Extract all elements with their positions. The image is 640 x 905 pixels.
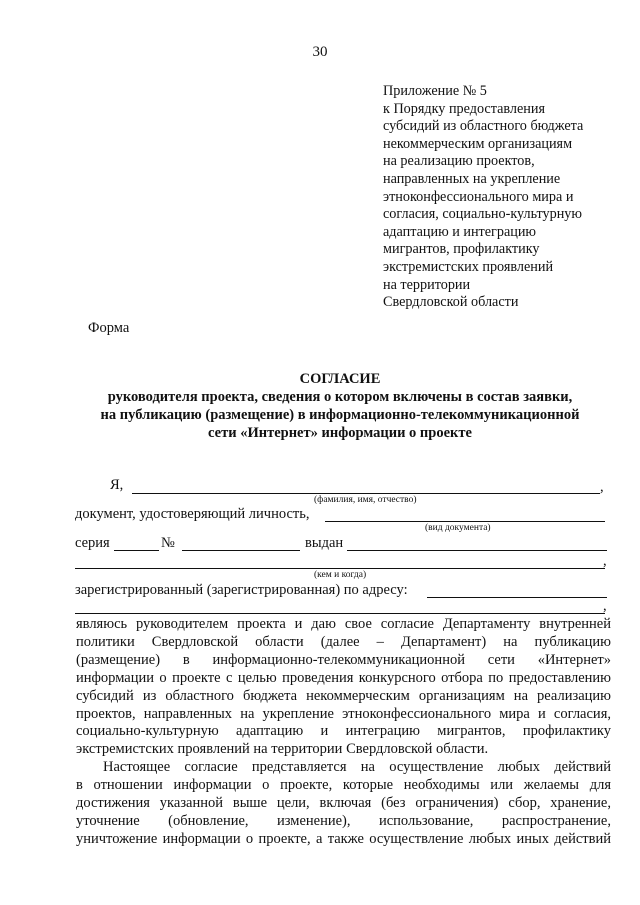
- document-label: документ, удостоверяющий личность,: [75, 506, 310, 522]
- issued-input-line[interactable]: [347, 550, 607, 551]
- title-line: руководителя проекта, сведения о котором включены в состав заявки,: [107, 389, 573, 405]
- document-input-line[interactable]: [325, 521, 605, 522]
- appendix-line: на реализацию проектов,: [383, 153, 535, 170]
- issued-label: выдан: [305, 535, 344, 551]
- appendix-line: некоммерческим организациям: [383, 135, 573, 152]
- appendix-line: Приложение № 5: [383, 83, 487, 99]
- appendix-line: субсидий из областного бюджета: [383, 118, 584, 135]
- series-label: серия: [75, 535, 110, 551]
- paragraph-line: субсидий из областного бюджета некоммерческим организациям на реализацию: [76, 687, 611, 704]
- appendix-line: согласия, социально-культурную: [383, 206, 582, 223]
- paragraph-line: уничтожение информации о проекте, а также осуществление любых иных действий: [76, 830, 611, 847]
- paragraph-consent: [76, 616, 611, 759]
- address-input-line[interactable]: [427, 597, 607, 598]
- page-number: 30: [312, 44, 328, 60]
- registered-label: зарегистрированный (зарегистрированная) по адресу:: [75, 582, 408, 598]
- paragraph-line: Настоящее согласие представляется на осуществление любых действий: [103, 759, 611, 775]
- appendix-line: на территории: [383, 276, 471, 293]
- appendix-line: этноконфессионального мира и: [383, 188, 574, 205]
- comma: ,: [600, 479, 604, 495]
- paragraph-line: достижения указанной выше цели, включая (без ограничения) сбор, хранение,: [76, 794, 611, 811]
- appendix-line: экстремистских проявлений: [383, 258, 554, 275]
- paragraph-line: проектов, направленных на укрепление этноконфессионального мира и согласия,: [76, 705, 611, 722]
- issued-continuation-line[interactable]: [75, 568, 605, 569]
- number-label: №: [161, 535, 175, 551]
- paragraph-line: экстремистских проявлений на территории Свердловской области.: [76, 741, 489, 758]
- appendix-block: [383, 83, 633, 312]
- issued-hint: (кем и когда): [314, 570, 367, 580]
- ya-label: Я,: [110, 477, 124, 493]
- paragraph-line: являюсь руководителем проекта и даю свое согласие Департаменту внутренней: [76, 616, 611, 632]
- appendix-line: Свердловской области: [383, 294, 519, 311]
- paragraph-line: (размещение) в информационно-телекоммуникационной сети «Интернет»: [76, 651, 611, 668]
- form-label: Форма: [88, 320, 130, 336]
- comma: ,: [603, 598, 607, 614]
- name-input-line[interactable]: [132, 493, 600, 494]
- series-input-line[interactable]: [114, 550, 159, 551]
- paragraph-line: социально-культурную адаптацию и интеграцию мигрантов, профилактику: [76, 723, 611, 740]
- number-input-line[interactable]: [182, 550, 300, 551]
- document-title: СОГЛАСИЕ: [299, 371, 381, 387]
- paragraph-scope: [76, 759, 611, 849]
- paragraph-line: информации о проекте с целью проведения конкурсного отбора по предоставлению: [76, 669, 611, 686]
- document-hint: (вид документа): [425, 523, 491, 533]
- appendix-line: адаптацию и интеграцию: [383, 223, 537, 240]
- comma: ,: [603, 553, 607, 569]
- appendix-line: к Порядку предоставления: [383, 100, 545, 117]
- paragraph-line: уточнение (обновление, изменение), использование, распространение,: [76, 812, 611, 829]
- address-continuation-line[interactable]: [75, 613, 605, 614]
- appendix-line: мигрантов, профилактику: [383, 241, 540, 258]
- name-hint: (фамилия, имя, отчество): [314, 495, 417, 505]
- paragraph-line: политики Свердловской области (далее – Департамент) на публикацию: [76, 633, 611, 650]
- title-line: сети «Интернет» информации о проекте: [208, 425, 472, 441]
- appendix-line: направленных на укрепление: [383, 170, 561, 187]
- title-line: на публикацию (размещение) в информационно-телекоммуникационной: [100, 407, 580, 423]
- paragraph-line: в отношении информации о проекте, которые необходимы или желаемы для: [76, 776, 611, 793]
